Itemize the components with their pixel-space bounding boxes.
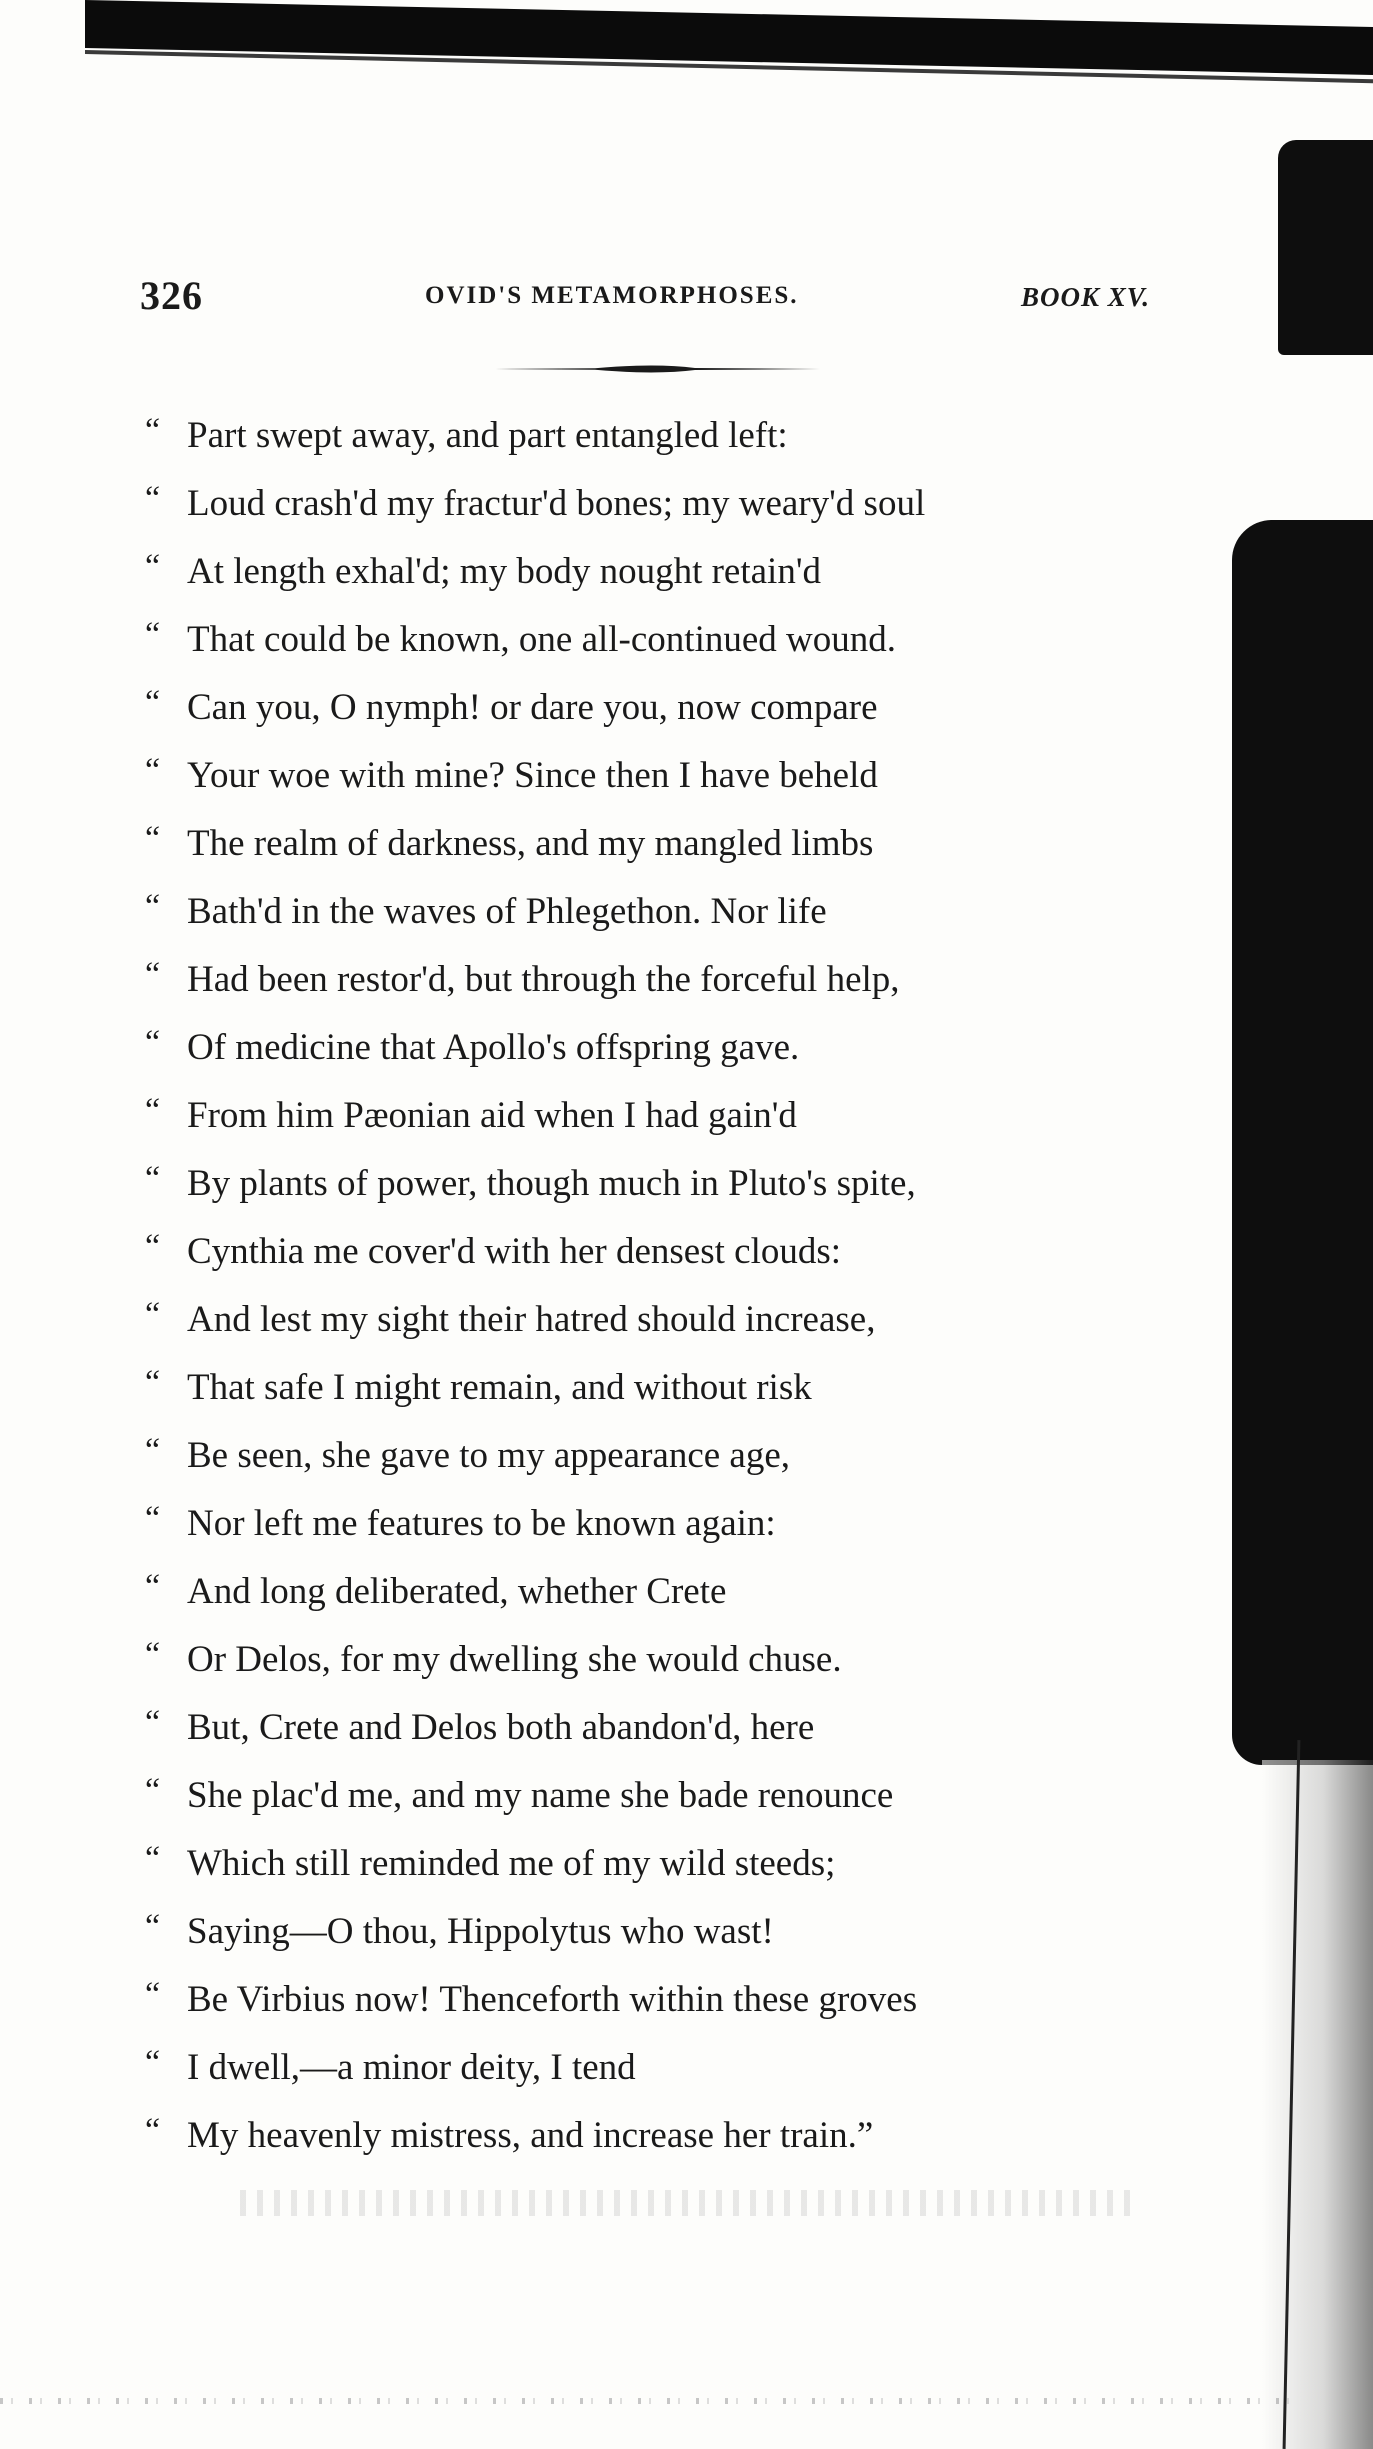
verse-line bbox=[145, 1893, 1225, 1961]
verse-line-text: The realm of darkness, and my mangled limbs bbox=[187, 823, 874, 864]
scan-show-through bbox=[240, 2190, 1140, 2216]
scan-bottom-specks bbox=[0, 2398, 1290, 2404]
verse-line-text: Bath'd in the waves of Phlegethon. Nor life bbox=[187, 891, 827, 932]
ornamental-rule bbox=[495, 364, 820, 374]
verse-line-text: Of medicine that Apollo's offspring gave. bbox=[187, 1027, 800, 1068]
opening-quote-mark: “ bbox=[145, 956, 161, 993]
verse-line bbox=[145, 805, 1225, 873]
verse-line-text: Which still reminded me of my wild steeds; bbox=[187, 1843, 836, 1884]
verse-line bbox=[145, 873, 1225, 941]
verse-line-text: Saying—O thou, Hippolytus who wast! bbox=[187, 1911, 774, 1952]
opening-quote-mark: “ bbox=[145, 1568, 161, 1605]
verse-line-text: Nor left me features to be known again: bbox=[187, 1503, 776, 1544]
verse-line-text: That could be known, one all-continued wound. bbox=[187, 619, 896, 660]
page-number: 326 bbox=[140, 273, 203, 318]
verse-line-text: Can you, O nymph! or dare you, now compare bbox=[187, 687, 878, 728]
opening-quote-mark: “ bbox=[145, 1908, 161, 1945]
opening-quote-mark: “ bbox=[145, 548, 161, 585]
verse-line bbox=[145, 1349, 1225, 1417]
verse-line bbox=[145, 1213, 1225, 1281]
verse-line bbox=[145, 1825, 1225, 1893]
running-head bbox=[140, 272, 1150, 322]
verse-line-text: I dwell,—a minor deity, I tend bbox=[187, 2047, 636, 2088]
scan-edge-shadow-upper bbox=[1278, 140, 1373, 355]
verse-line bbox=[145, 1077, 1225, 1145]
verse-line bbox=[145, 1757, 1225, 1825]
verse-line bbox=[145, 737, 1225, 805]
verse-line bbox=[145, 1281, 1225, 1349]
scan-edge-shadow-lower bbox=[1262, 1760, 1373, 2449]
opening-quote-mark: “ bbox=[145, 1296, 161, 1333]
opening-quote-mark: “ bbox=[145, 1840, 161, 1877]
verse-line bbox=[145, 1485, 1225, 1553]
opening-quote-mark: “ bbox=[145, 1704, 161, 1741]
verse-line-text: Be seen, she gave to my appearance age, bbox=[187, 1435, 791, 1476]
verse-line bbox=[145, 397, 1225, 465]
verse-line bbox=[145, 465, 1225, 533]
verse-line bbox=[145, 669, 1225, 737]
opening-quote-mark: “ bbox=[145, 1976, 161, 2013]
verse-line-text: Part swept away, and part entangled left: bbox=[187, 415, 788, 456]
verse-line-text: Or Delos, for my dwelling she would chuse. bbox=[187, 1639, 842, 1680]
verse-line bbox=[145, 601, 1225, 669]
opening-quote-mark: “ bbox=[145, 684, 161, 721]
verse-line-text: She plac'd me, and my name she bade renounce bbox=[187, 1775, 894, 1816]
verse-line bbox=[145, 1417, 1225, 1485]
book-title: OVID'S METAMORPHOSES. bbox=[425, 282, 799, 309]
verse-line-text: Loud crash'd my fractur'd bones; my weary'd soul bbox=[187, 483, 926, 524]
verse-line-text: At length exhal'd; my body nought retain'd bbox=[187, 551, 822, 592]
opening-quote-mark: “ bbox=[145, 1364, 161, 1401]
opening-quote-mark: “ bbox=[145, 2044, 161, 2081]
scan-edge-shadow-middle bbox=[1232, 520, 1373, 1765]
verse-line-text: That safe I might remain, and without risk bbox=[187, 1367, 812, 1408]
verse-line bbox=[145, 1961, 1225, 2029]
verse-line-text: From him Pæonian aid when I had gain'd bbox=[187, 1095, 797, 1136]
opening-quote-mark: “ bbox=[145, 820, 161, 857]
book-number: BOOK XV. bbox=[1020, 282, 1150, 312]
opening-quote-mark: “ bbox=[145, 1160, 161, 1197]
verse-line-text: Be Virbius now! Thenceforth within these groves bbox=[187, 1979, 918, 2020]
verse-line-text: Your woe with mine? Since then I have beheld bbox=[187, 755, 878, 796]
opening-quote-mark: “ bbox=[145, 1772, 161, 1809]
verse-line bbox=[145, 1145, 1225, 1213]
opening-quote-mark: “ bbox=[145, 1636, 161, 1673]
verse-line bbox=[145, 1009, 1225, 1077]
verse-line-text: But, Crete and Delos both abandon'd, here bbox=[187, 1707, 815, 1748]
verse-line bbox=[145, 1621, 1225, 1689]
opening-quote-mark: “ bbox=[145, 1024, 161, 1061]
verse-line-text: By plants of power, though much in Pluto's spite, bbox=[187, 1163, 916, 1204]
opening-quote-mark: “ bbox=[145, 1228, 161, 1265]
verse-line bbox=[145, 2097, 1225, 2165]
verse-line-text: And lest my sight their hatred should increase, bbox=[187, 1299, 876, 1340]
verse-line bbox=[145, 533, 1225, 601]
verse-line bbox=[145, 941, 1225, 1009]
opening-quote-mark: “ bbox=[145, 480, 161, 517]
verse-line-text: And long deliberated, whether Crete bbox=[187, 1571, 727, 1612]
opening-quote-mark: “ bbox=[145, 412, 161, 449]
verse-line-text: Cynthia me cover'd with her densest clouds: bbox=[187, 1231, 842, 1272]
verse-line bbox=[145, 1553, 1225, 1621]
opening-quote-mark: “ bbox=[145, 752, 161, 789]
opening-quote-mark: “ bbox=[145, 616, 161, 653]
verse-line-text: Had been restor'd, but through the forceful help, bbox=[187, 959, 900, 1000]
opening-quote-mark: “ bbox=[145, 888, 161, 925]
verse-block bbox=[145, 397, 1225, 2165]
verse-line bbox=[145, 1689, 1225, 1757]
opening-quote-mark: “ bbox=[145, 1092, 161, 1129]
opening-quote-mark: “ bbox=[145, 1500, 161, 1537]
verse-line bbox=[145, 2029, 1225, 2097]
opening-quote-mark: “ bbox=[145, 2112, 161, 2149]
opening-quote-mark: “ bbox=[145, 1432, 161, 1469]
verse-line-text: My heavenly mistress, and increase her train.” bbox=[187, 2115, 874, 2156]
